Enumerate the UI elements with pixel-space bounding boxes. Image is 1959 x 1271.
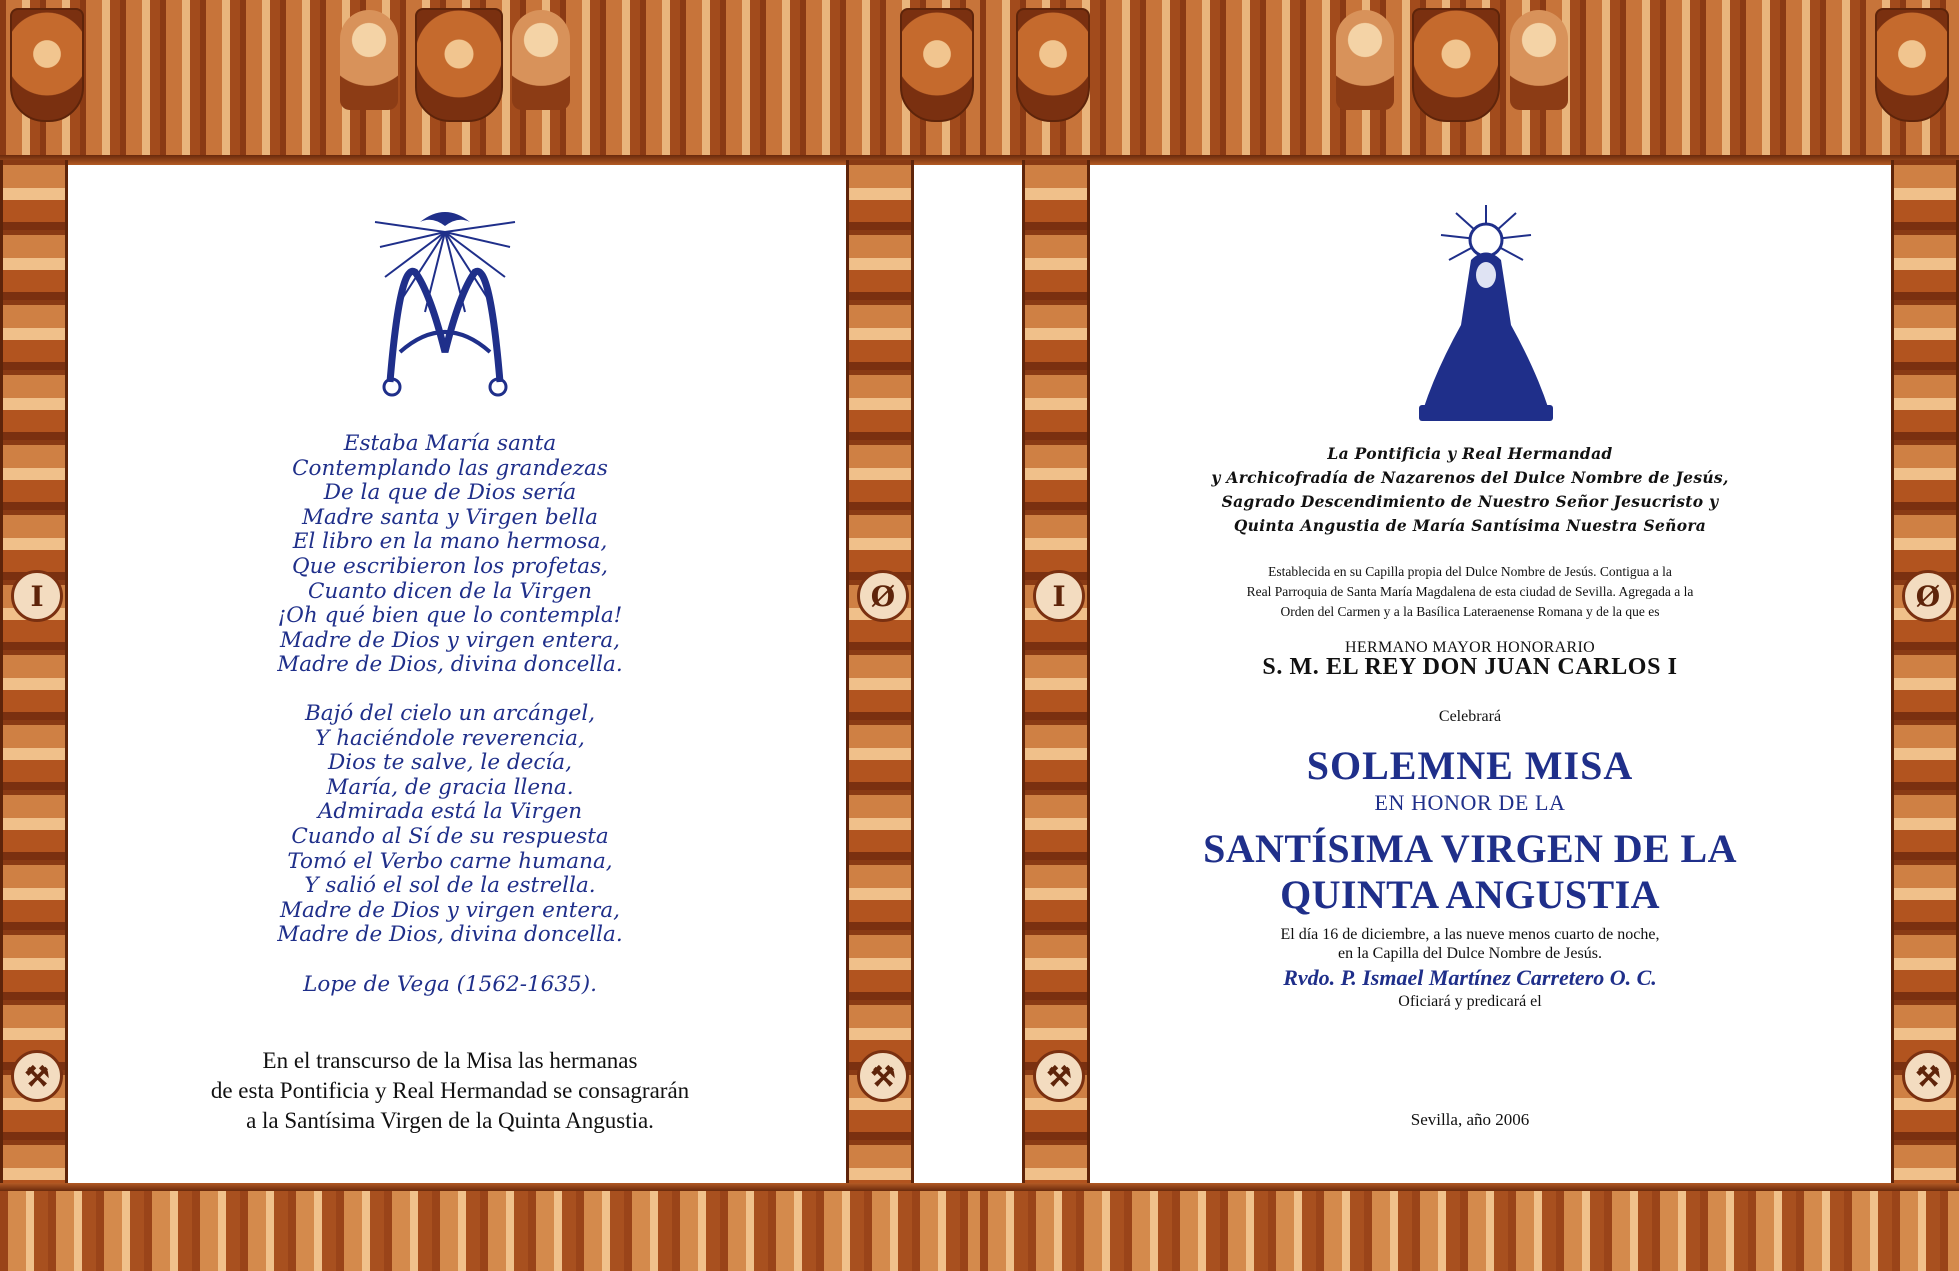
virgin-title-line: QUINTA ANGUSTIA bbox=[1280, 872, 1660, 917]
date-text bbox=[1110, 925, 1830, 963]
established-line: Real Parroquia de Santa María Magdalena de esta ciudad de Sevilla. Agregada a la bbox=[1246, 584, 1694, 599]
brotherhood-line: Quinta Angustia de María Santísima Nuestra Señora bbox=[1233, 516, 1707, 535]
preacher-name: Rvdo. P. Ismael Martínez Carretero O. C. bbox=[1283, 965, 1657, 990]
angel-icon bbox=[512, 10, 570, 110]
honor-subheading: EN HONOR DE LA bbox=[1374, 790, 1566, 815]
virgin-figure-icon bbox=[1411, 205, 1561, 425]
date-line: El día 16 de diciembre, a las nueve menos cuarto de noche, bbox=[1280, 926, 1660, 943]
circle-slash-icon: Ø bbox=[857, 570, 909, 622]
angel-icon bbox=[1510, 10, 1568, 110]
brotherhood-line: Sagrado Descendimiento de Nuestro Señor Jesucristo y bbox=[1221, 492, 1719, 511]
poem-line: El libro en la mano hermosa, bbox=[292, 529, 608, 555]
brotherhood-line: La Pontificia y Real Hermandad bbox=[1327, 444, 1613, 463]
coat-of-arms-icon bbox=[415, 8, 503, 122]
note-line: a la Santísima Virgen de la Quinta Angustia. bbox=[246, 1108, 654, 1133]
poem-line: Admirada está la Virgen bbox=[317, 799, 583, 825]
established-line: Establecida en su Capilla propia del Dulce Nombre de Jesús. Contigua a la bbox=[1268, 564, 1672, 579]
angel-icon bbox=[1336, 10, 1394, 110]
poem-line: Madre de Dios, divina doncella. bbox=[277, 922, 623, 948]
ornamental-bottom-border bbox=[980, 1183, 1959, 1271]
king-name: S. M. EL REY DON JUAN CARLOS I bbox=[1262, 654, 1678, 680]
celebrara-label: Celebrará bbox=[1438, 708, 1502, 725]
poem-author: Lope de Vega (1562-1635). bbox=[303, 972, 597, 997]
poem-line: De la que de Dios sería bbox=[323, 480, 577, 506]
poem-line: Bajó del cielo un arcángel, bbox=[304, 700, 596, 726]
virgin-title bbox=[1110, 826, 1830, 918]
hammer-pliers-icon: ⚒ bbox=[1902, 1050, 1954, 1102]
poem-line: Madre de Dios y virgen entera, bbox=[280, 627, 620, 653]
poem-line: Contemplando las grandezas bbox=[292, 455, 608, 481]
ornamental-right-border bbox=[1891, 160, 1959, 1187]
ornamental-right-border bbox=[846, 160, 914, 1187]
coat-of-arms-icon bbox=[1412, 8, 1500, 122]
coat-of-arms-icon bbox=[900, 8, 974, 122]
poem-line: Que escribieron los profetas, bbox=[292, 553, 608, 579]
poem bbox=[120, 432, 780, 948]
honorary-title: HERMANO MAYOR HONORARIO bbox=[1345, 639, 1595, 656]
poem-line: Madre santa y Virgen bella bbox=[302, 504, 598, 530]
place-year: Sevilla, año 2006 bbox=[1410, 1110, 1530, 1129]
poem-line: Y haciéndole reverencia, bbox=[315, 725, 585, 751]
poem-line: Tomó el Verbo carne humana, bbox=[287, 848, 613, 874]
poem-line: María, de gracia llena. bbox=[326, 774, 574, 800]
poem-line: Madre de Dios, divina doncella. bbox=[277, 652, 623, 678]
poem-line: Y salió el sol de la estrella. bbox=[304, 873, 596, 899]
hammer-pliers-icon: ⚒ bbox=[11, 1050, 63, 1102]
establishment-text bbox=[1110, 562, 1830, 622]
poem-line: ¡Oh qué bien que lo contempla! bbox=[277, 603, 623, 629]
angel-icon bbox=[340, 10, 398, 110]
virgin-title-line: SANTÍSIMA VIRGEN DE LA bbox=[1203, 826, 1737, 871]
poem-line: Estaba María santa bbox=[343, 431, 557, 456]
hammer-pliers-icon: ⚒ bbox=[1033, 1050, 1085, 1102]
dove-monogram-icon bbox=[370, 202, 520, 402]
ornamental-left-border bbox=[0, 160, 68, 1187]
letter-i-icon: I bbox=[11, 570, 63, 622]
officiates-text: Oficiará y predicará el bbox=[1398, 993, 1542, 1010]
coat-of-arms-icon bbox=[1016, 8, 1090, 122]
consecration-note bbox=[120, 1046, 780, 1136]
ornamental-bottom-border bbox=[0, 1183, 980, 1271]
right-page bbox=[980, 0, 1959, 1271]
poem-stanza-1 bbox=[120, 432, 780, 678]
ornamental-left-border bbox=[1022, 160, 1090, 1187]
coat-of-arms-icon bbox=[1875, 8, 1949, 122]
note-line: En el transcurso de la Misa las hermanas bbox=[262, 1048, 638, 1073]
note-line: de esta Pontificia y Real Hermandad se consagrarán bbox=[210, 1078, 690, 1103]
brotherhood-name bbox=[1110, 442, 1830, 538]
established-line: Orden del Carmen y a la Basílica Lateraenense Romana y de la que es bbox=[1280, 604, 1660, 619]
poem-line: Cuando al Sí de su respuesta bbox=[291, 823, 609, 849]
letter-i-icon: I bbox=[1033, 570, 1085, 622]
hammer-pliers-icon: ⚒ bbox=[857, 1050, 909, 1102]
date-line: en la Capilla del Dulce Nombre de Jesús. bbox=[1338, 945, 1602, 962]
poem-line: Madre de Dios y virgen entera, bbox=[280, 897, 620, 923]
poem-line: Cuanto dicen de la Virgen bbox=[308, 578, 592, 604]
poem-stanza-2 bbox=[120, 702, 780, 948]
circle-slash-icon: Ø bbox=[1902, 570, 1954, 622]
poem-line: Dios te salve, le decía, bbox=[328, 750, 572, 776]
solemne-misa-heading: SOLEMNE MISA bbox=[1306, 743, 1634, 788]
coat-of-arms-icon bbox=[10, 8, 84, 122]
brotherhood-line: y Archicofradía de Nazarenos del Dulce Nombre de Jesús, bbox=[1211, 468, 1729, 487]
